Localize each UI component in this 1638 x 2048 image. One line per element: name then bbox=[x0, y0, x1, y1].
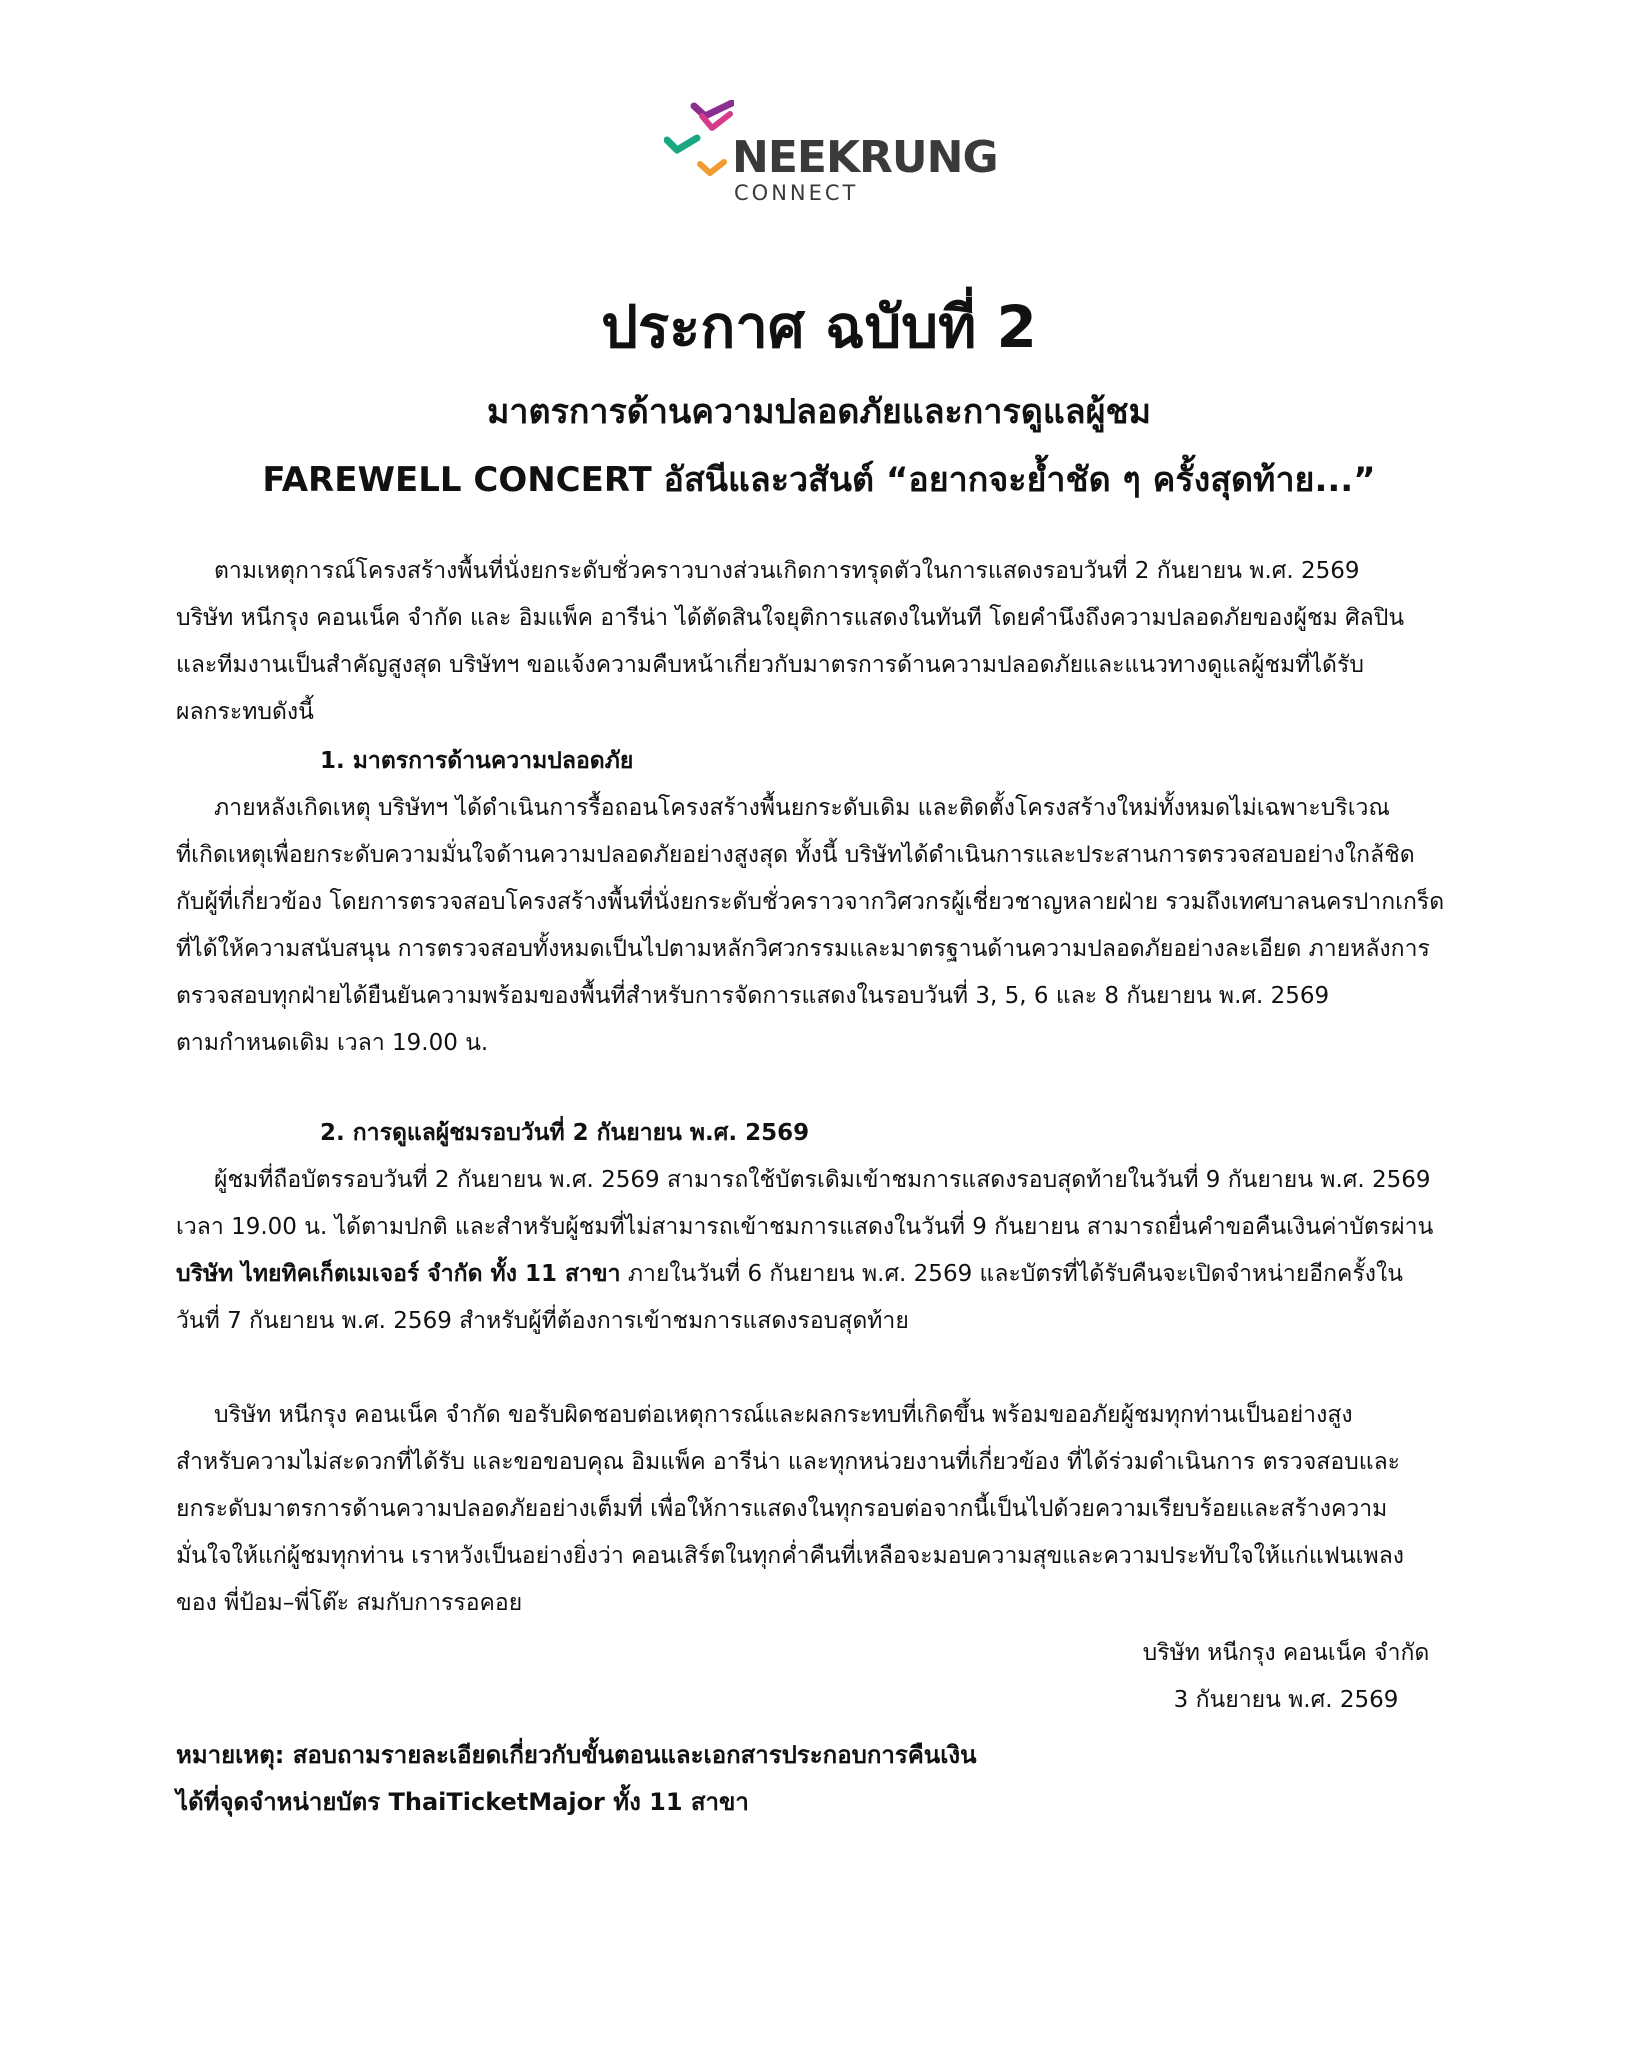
section-1 bbox=[176, 738, 1546, 1067]
ticket-major-branches: บริษัท ไทยทิคเก็ตเมเจอร์ จำกัด ทั้ง 11 สาขา bbox=[176, 1261, 621, 1287]
intro-line: ผลกระทบดังนี้ bbox=[176, 699, 314, 725]
footnote-line: หมายเหตุ: สอบถามรายละเอียดเกี่ยวกับขั้นตอนและเอกสารประกอบการคืนเงิน bbox=[176, 1741, 977, 1769]
signature-date: 3 กันยายน พ.ศ. 2569 bbox=[1173, 1687, 1399, 1713]
logo-subtitle: CONNECT bbox=[734, 181, 859, 205]
section-2-line: ผู้ชมที่ถือบัตรรอบวันที่ 2 กันยายน พ.ศ. 2569 สามารถใช้บัตรเดิมเข้าชมการแสดงรอบสุดท้ายในวันที่ 9 กันยายน พ.ศ. 2569 bbox=[214, 1167, 1431, 1193]
section-2-heading: 2. การดูแลผู้ชมรอบวันที่ 2 กันยายน พ.ศ. 2569 bbox=[320, 1120, 810, 1146]
announcement-title: ประกาศ ฉบับที่ 2 bbox=[601, 293, 1037, 361]
intro-line: ตามเหตุการณ์โครงสร้างพื้นที่นั่งยกระดับชั่วคราวบางส่วนเกิดการทรุดตัวในการแสดงรอบวันที่ 2 กันยายน พ.ศ. 2569 bbox=[214, 558, 1360, 584]
section-1-line: กับผู้ที่เกี่ยวข้อง โดยการตรวจสอบโครงสร้างพื้นที่นั่งยกระดับชั่วคราวจากวิศวกรผู้เชี่ยวชาญหลายฝ่าย รวมถึงเทศบาลนครปากเกร็ด bbox=[176, 889, 1445, 915]
logo-wordmark: NEEKRUNG bbox=[732, 132, 998, 183]
section-1-line: ภายหลังเกิดเหตุ บริษัทฯ ได้ดำเนินการรื้อถอนโครงสร้างพื้นยกระดับเดิม และติดตั้งโครงสร้างใหม่ทั้งหมดไม่เฉพาะบริเวณ bbox=[214, 795, 1390, 821]
section-1-line: ที่ได้ให้ความสนับสนุน การตรวจสอบทั้งหมดเป็นไปตามหลักวิศวกรรมและมาตรฐานด้านความปลอดภัยอย่างละเอียด ภายหลังการ bbox=[176, 936, 1430, 962]
closing-line: มั่นใจให้แก่ผู้ชมทุกท่าน เราหวังเป็นอย่างยิ่งว่า คอนเสิร์ตในทุกค่ำคืนที่เหลือจะมอบความสุขและความประทับใจให้แก่แฟนเพลง bbox=[176, 1543, 1405, 1569]
section-2-line: วันที่ 7 กันยายน พ.ศ. 2569 สำหรับผู้ที่ต้องการเข้าชมการแสดงรอบสุดท้าย bbox=[176, 1308, 909, 1334]
announcement-subtitle-2: FAREWELL CONCERT อัสนีและวสันต์ “อยากจะย้ำชัด ๆ ครั้งสุดท้าย...” bbox=[262, 460, 1376, 500]
footnote-line: ได้ที่จุดจำหน่ายบัตร ThaiTicketMajor ทั้ง 11 สาขา bbox=[176, 1788, 749, 1816]
announcement-subtitle-1: มาตรการด้านความปลอดภัยและการดูแลผู้ชม bbox=[487, 392, 1151, 432]
logo-mark-icon bbox=[664, 100, 734, 180]
closing-line: บริษัท หนีกรุง คอนเน็ค จำกัด ขอรับผิดชอบต่อเหตุการณ์และผลกระทบที่เกิดขึ้น พร้อมขออภัยผู้ชมทุกท่านเป็นอย่างสูง bbox=[214, 1402, 1353, 1428]
section-2 bbox=[176, 1110, 1546, 1345]
section-1-heading: 1. มาตรการด้านความปลอดภัย bbox=[320, 748, 634, 774]
section-2-line bbox=[176, 1251, 1546, 1298]
closing-paragraph bbox=[176, 1392, 1546, 1627]
signature-company: บริษัท หนีกรุง คอนเน็ค จำกัด bbox=[1142, 1640, 1430, 1666]
intro-line: บริษัท หนีกรุง คอนเน็ค จำกัด และ อิมแพ็ค อารีน่า ได้ตัดสินใจยุติการแสดงในทันที โดยคำนึงถึงความปลอดภัยของผู้ชม ศิลปิน bbox=[176, 605, 1405, 631]
section-1-line: ตรวจสอบทุกฝ่ายได้ยืนยันความพร้อมของพื้นที่สำหรับการจัดการแสดงในรอบวันที่ 3, 5, 6 และ 8 กันยายน พ.ศ. 2569 bbox=[176, 983, 1330, 1009]
closing-line: ยกระดับมาตรการด้านความปลอดภัยอย่างเต็มที่ เพื่อให้การแสดงในทุกรอบต่อจากนี้เป็นไปด้วยความเรียบร้อยและสร้างความ bbox=[176, 1496, 1388, 1522]
section-2-line: เวลา 19.00 น. ได้ตามปกติ และสำหรับผู้ชมที่ไม่สามารถเข้าชมการแสดงในวันที่ 9 กันยายน สามารถยื่นคำขอคืนเงินค่าบัตรผ่าน bbox=[176, 1214, 1434, 1240]
footnote bbox=[176, 1732, 1476, 1826]
intro-line: และทีมงานเป็นสำคัญสูงสุด บริษัทฯ ขอแจ้งความคืบหน้าเกี่ยวกับมาตรการด้านความปลอดภัยและแนวทางดูแลผู้ชมที่ได้รับ bbox=[176, 652, 1364, 678]
section-2-line-rest: ภายในวันที่ 6 กันยายน พ.ศ. 2569 และบัตรที่ได้รับคืนจะเปิดจำหน่ายอีกครั้งใน bbox=[620, 1261, 1403, 1287]
closing-line: ของ พี่ป้อม–พี่โต๊ะ สมกับการรอคอย bbox=[176, 1590, 523, 1616]
closing-line: สำหรับความไม่สะดวกที่ได้รับ และขอขอบคุณ อิมแพ็ค อารีน่า และทุกหน่วยงานที่เกี่ยวข้อง ที่ได้ร่วมดำเนินการ ตรวจสอบและ bbox=[176, 1449, 1401, 1475]
section-1-line: ตามกำหนดเดิม เวลา 19.00 น. bbox=[176, 1030, 489, 1056]
intro-paragraph bbox=[176, 548, 1546, 736]
neekrung-connect-logo bbox=[664, 100, 998, 210]
section-1-line: ที่เกิดเหตุเพื่อยกระดับความมั่นใจด้านความปลอดภัยอย่างสูงสุด ทั้งนี้ บริษัทได้ดำเนินการและประสานการตรวจสอบอย่างใกล้ชิด bbox=[176, 842, 1415, 868]
